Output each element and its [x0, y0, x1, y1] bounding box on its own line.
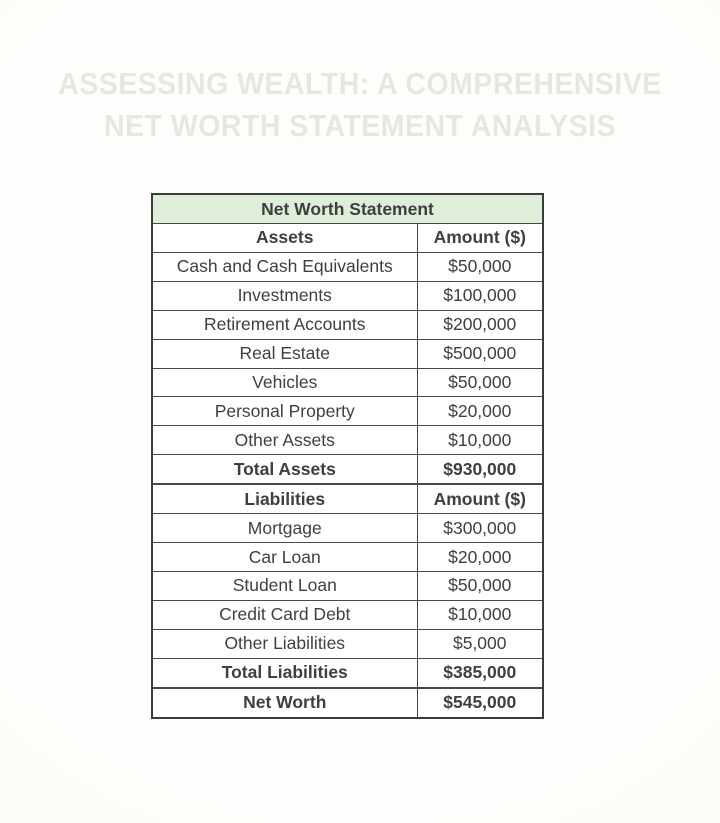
asset-label: Vehicles	[152, 368, 417, 397]
total-assets-amount: $930,000	[417, 455, 543, 484]
liability-amount: $10,000	[417, 600, 543, 629]
table-title-row	[152, 194, 543, 224]
net-worth-table	[151, 193, 544, 719]
assets-header-label: Assets	[152, 224, 417, 253]
asset-amount: $200,000	[417, 310, 543, 339]
page-title-line-1: ASSESSING WEALTH: A COMPREHENSIVE	[58, 66, 662, 101]
liabilities-header-label: Liabilities	[152, 485, 417, 514]
table-row	[152, 310, 543, 339]
liability-label: Car Loan	[152, 543, 417, 572]
liability-amount: $300,000	[417, 514, 543, 543]
total-assets-label: Total Assets	[152, 455, 417, 484]
net-worth-row	[152, 688, 543, 718]
page-title	[0, 63, 720, 147]
table-row	[152, 543, 543, 572]
table-row	[152, 281, 543, 310]
table-title: Net Worth Statement	[152, 194, 543, 224]
total-liabilities-row	[152, 658, 543, 687]
liability-label: Credit Card Debt	[152, 600, 417, 629]
net-worth-amount: $545,000	[417, 688, 543, 718]
table-row	[152, 629, 543, 658]
assets-header-row	[152, 224, 543, 253]
asset-label: Real Estate	[152, 339, 417, 368]
liability-label: Other Liabilities	[152, 629, 417, 658]
table-row	[152, 514, 543, 543]
table-row	[152, 600, 543, 629]
asset-amount: $100,000	[417, 281, 543, 310]
table-row	[152, 572, 543, 601]
asset-amount: $20,000	[417, 397, 543, 426]
total-assets-row	[152, 455, 543, 484]
asset-label: Investments	[152, 281, 417, 310]
assets-header-amount: Amount ($)	[417, 224, 543, 253]
table-row	[152, 426, 543, 455]
liability-label: Mortgage	[152, 514, 417, 543]
table-row	[152, 339, 543, 368]
net-worth-label: Net Worth	[152, 688, 417, 718]
page-title-line-2: NET WORTH STATEMENT ANALYSIS	[104, 108, 616, 143]
table-row	[152, 252, 543, 281]
table-row	[152, 397, 543, 426]
asset-label: Retirement Accounts	[152, 310, 417, 339]
asset-label: Cash and Cash Equivalents	[152, 252, 417, 281]
asset-label: Other Assets	[152, 426, 417, 455]
liabilities-header-row	[152, 485, 543, 514]
asset-amount: $500,000	[417, 339, 543, 368]
asset-amount: $10,000	[417, 426, 543, 455]
asset-label: Personal Property	[152, 397, 417, 426]
total-liabilities-amount: $385,000	[417, 658, 543, 687]
liability-label: Student Loan	[152, 572, 417, 601]
liability-amount: $20,000	[417, 543, 543, 572]
asset-amount: $50,000	[417, 252, 543, 281]
liability-amount: $5,000	[417, 629, 543, 658]
table-row	[152, 368, 543, 397]
liabilities-header-amount: Amount ($)	[417, 485, 543, 514]
liability-amount: $50,000	[417, 572, 543, 601]
asset-amount: $50,000	[417, 368, 543, 397]
total-liabilities-label: Total Liabilities	[152, 658, 417, 687]
